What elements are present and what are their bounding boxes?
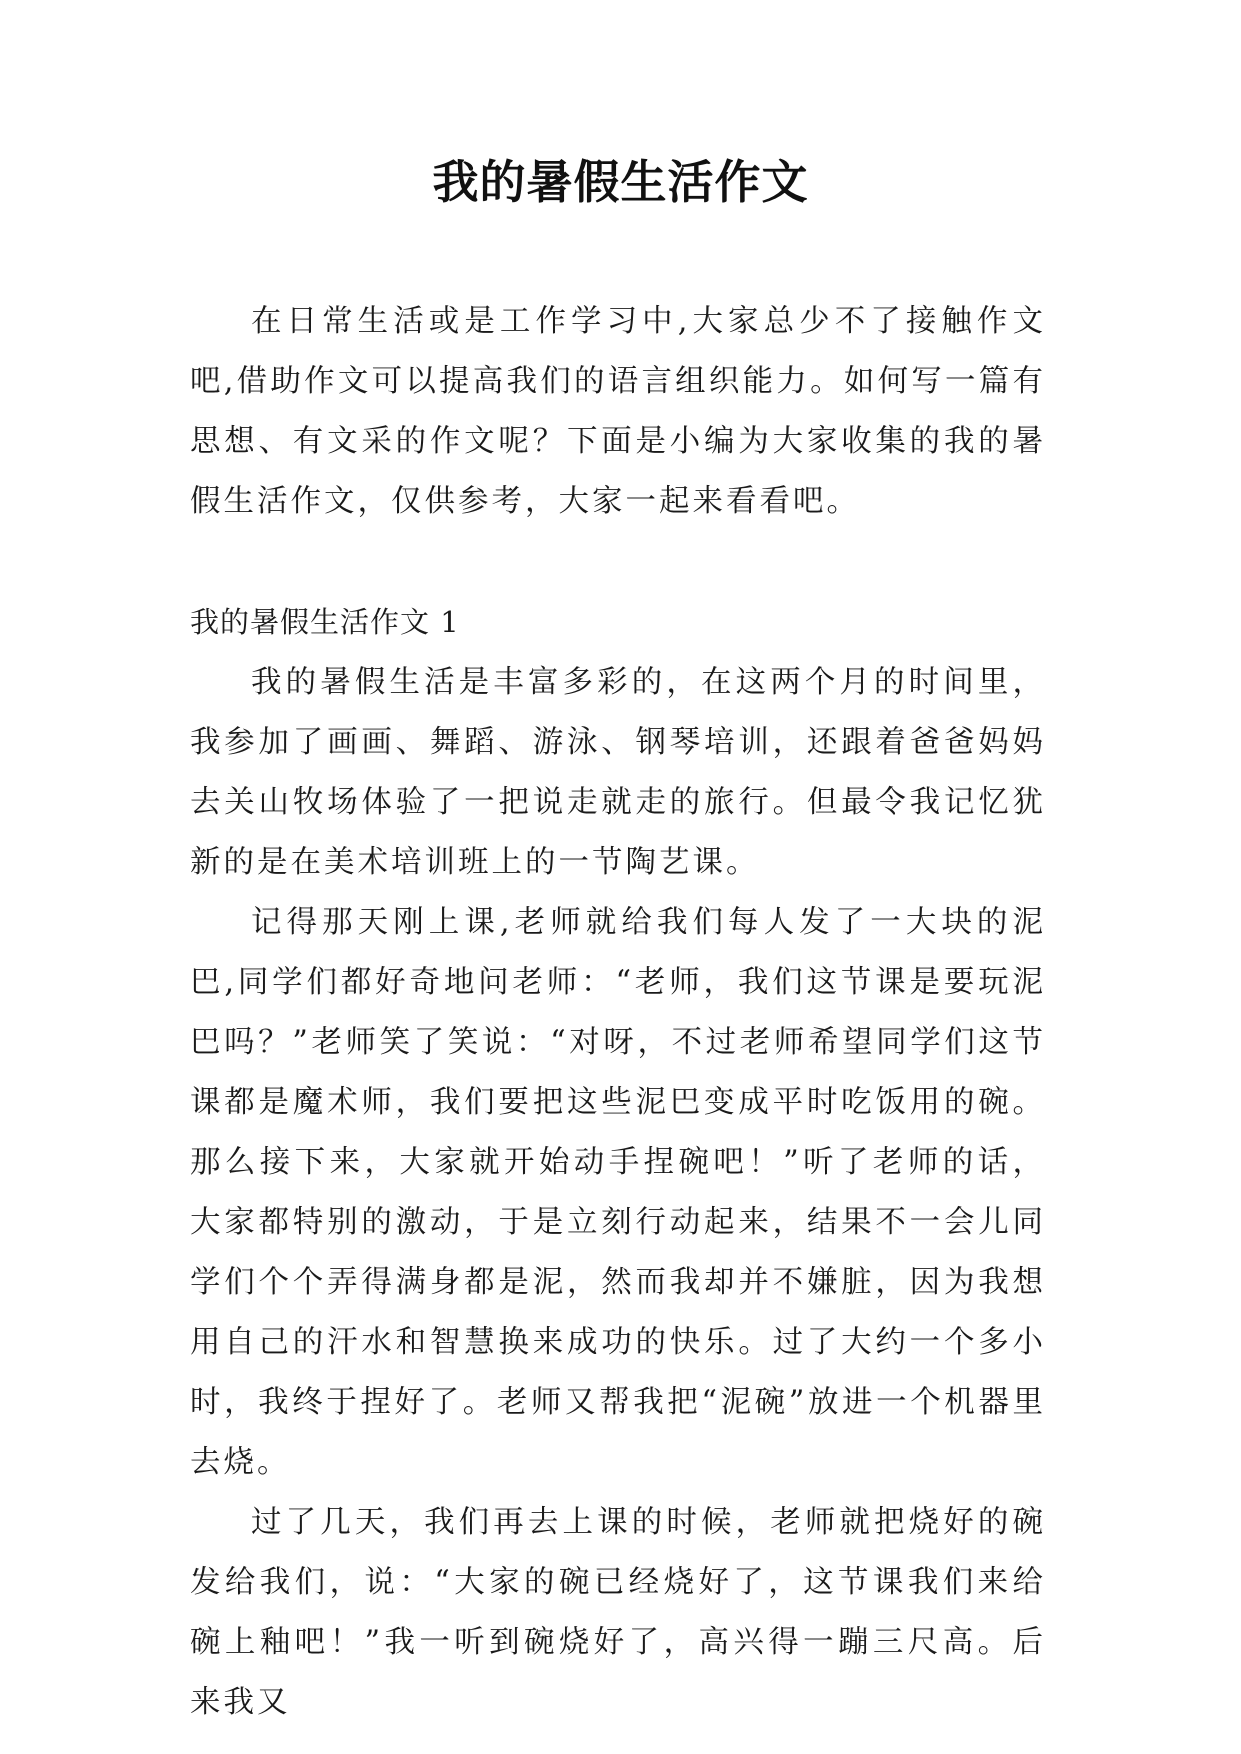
document-body (190, 292, 1046, 1733)
body-paragraph-1: 我的暑假生活是丰富多彩的，在这两个月的时间里，我参加了画画、舞蹈、游泳、钢琴培训，还跟着爸爸妈妈去关山牧场体验了一把说走就走的旅行。但最令我记忆犹新的是在美术培训班上的一节陶艺课。 (190, 665, 1046, 880)
section-heading: 我的暑假生活作文 1 (190, 605, 460, 639)
intro-paragraph: 在日常生活或是工作学习中,大家总少不了接触作文吧,借助作文可以提高我们的语言组织能力。如何写一篇有思想、有文采的作文呢？下面是小编为大家收集的我的暑假生活作文，仅供参考，大家一起来看看吧。 (190, 304, 1046, 519)
body-paragraph-2: 记得那天刚上课,老师就给我们每人发了一大块的泥巴,同学们都好奇地问老师：“老师，我们这节课是要玩泥巴吗？”老师笑了笑说：“对呀，不过老师希望同学们这节课都是魔术师，我们要把这些泥巴变成平时吃饭用的碗。那么接下来，大家就开始动手捏碗吧！”听了老师的话，大家都特别的激动，于是立刻行动起来，结果不一会儿同学们个个弄得满身都是泥，然而我却并不嫌脏，因为我想用自己的汗水和智慧换来成功的快乐。过了大约一个多小时，我终于捏好了。老师又帮我把“泥碗”放进一个机器里去烧。 (190, 905, 1046, 1480)
document-title: 我的暑假生活作文 (432, 155, 809, 209)
body-paragraph-3: 过了几天，我们再去上课的时候，老师就把烧好的碗发给我们，说：“大家的碗已经烧好了，这节课我们来给碗上釉吧！”我一听到碗烧好了，高兴得一蹦三尺高。后来我又 (190, 1505, 1046, 1720)
